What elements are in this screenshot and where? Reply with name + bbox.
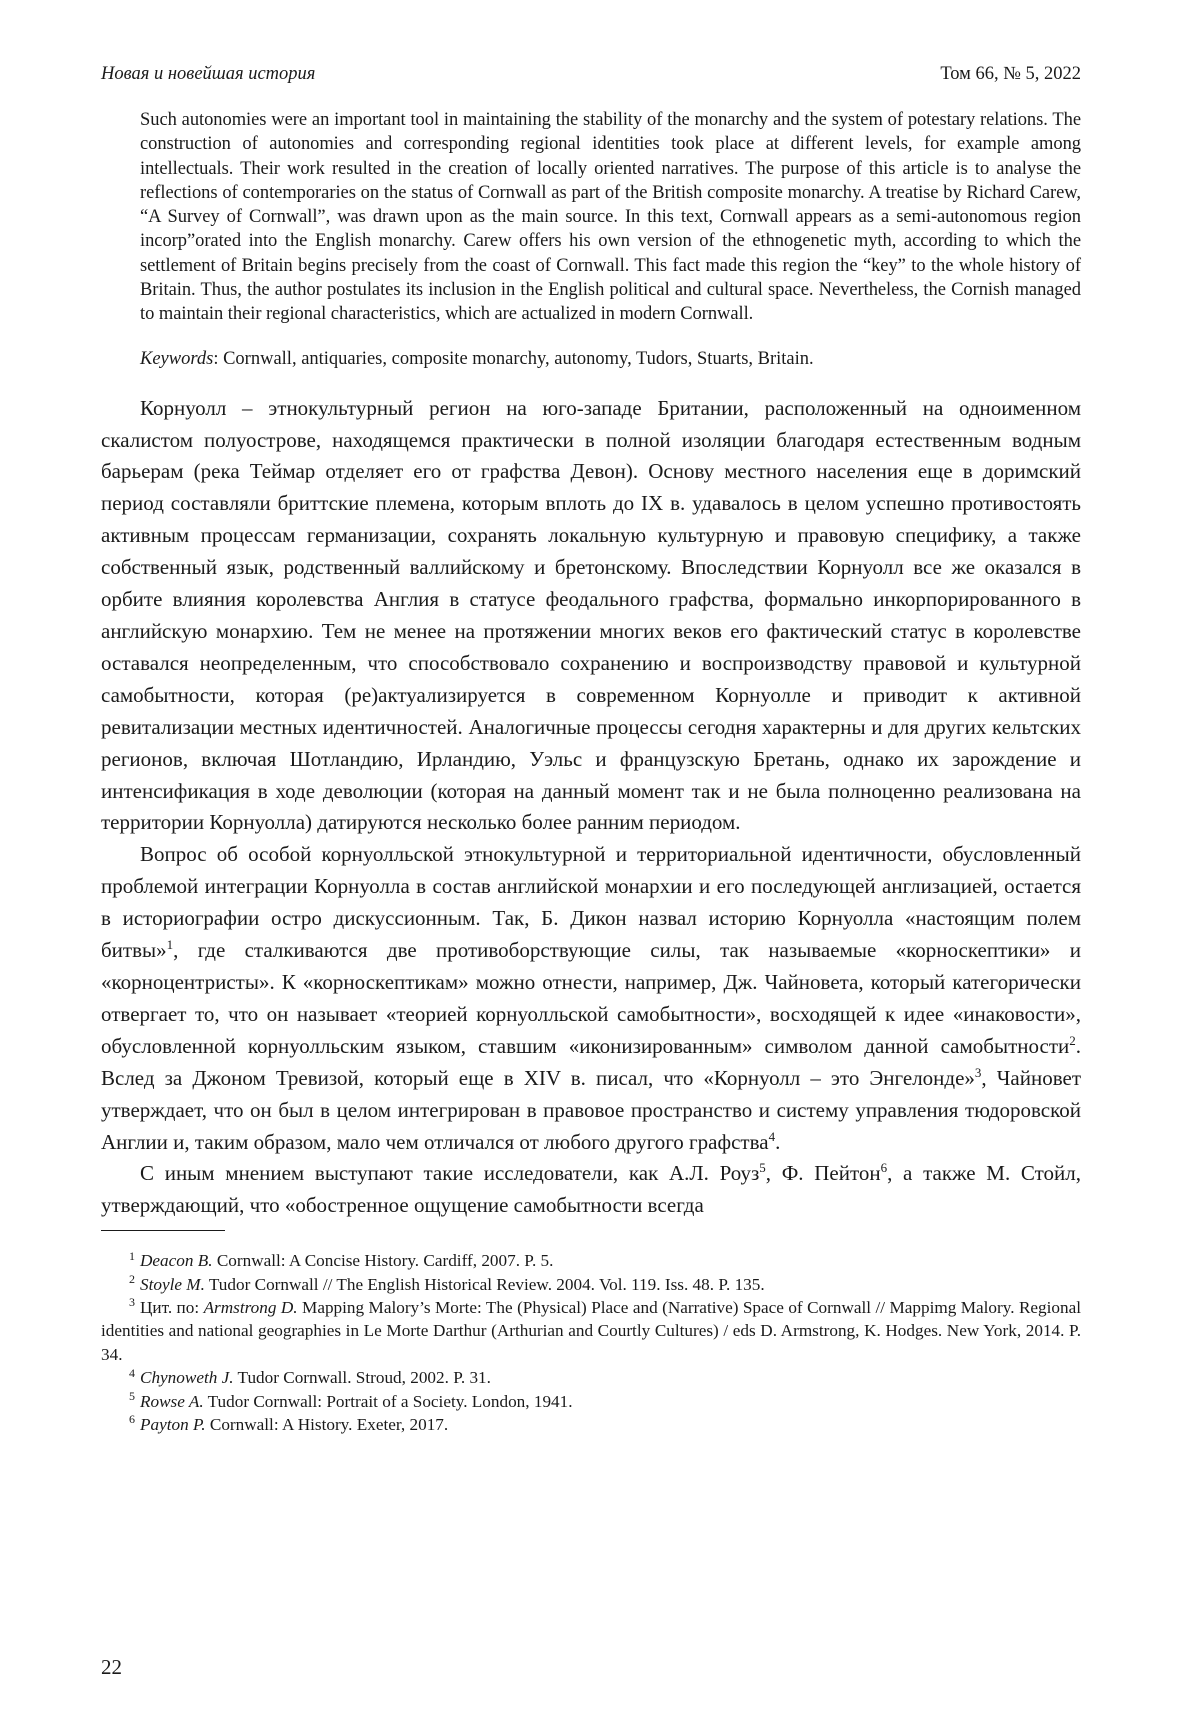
footnote-number: 1 [129, 1248, 135, 1263]
keywords [140, 347, 1081, 371]
footnote-prefix: Цит. по: [140, 1298, 204, 1318]
paragraph-3-part-a: С иным мнением выступают такие исследователи, как А.Л. Роуз [140, 1161, 760, 1186]
footnote-text: Tudor Cornwall. Stroud, 2002. P. 31. [233, 1368, 491, 1388]
issue-info: Том 66, № 5, 2022 [940, 64, 1081, 84]
footnote [101, 1366, 1081, 1389]
footnote-number: 4 [129, 1365, 135, 1380]
footnote-author: Deacon B. [140, 1251, 213, 1271]
footnote-author: Rowse A. [140, 1391, 204, 1411]
paragraph-3 [101, 1158, 1081, 1222]
footnote-ref-5[interactable]: 5 [759, 1160, 766, 1176]
keywords-label: Keywords [140, 348, 214, 369]
paragraph-2-part-c: . Вслед за Джоном Тревизой, который еще в XIV в. писал, что «Корнуолл – это Энгелонде» [101, 1033, 1081, 1090]
footnote-text: Cornwall: A Concise History. Cardiff, 2007. P. 5. [212, 1251, 554, 1271]
paragraph-1: Корнуолл – этнокультурный регион на юго-западе Британии, расположенный на одноименном скалистом полуострове, находящемся практически в полной изоляции благодаря естественным водным барьерам (река Теймар отделяет его от графства Девон). Основу местного населения еще в доримский период составляли бриттские племена, которым вплоть до IX в. удавалось в целом успешно противостоять активным процессам германизации, сохранять локальную культурную и правовую специфику, а также собственный язык, родственный валлийскому и бретонскому. Впоследствии Корнуолл все же оказался в орбите влияния королевства Англия в статусе феодального графства, формально инкорпорированного в английскую монархию. Тем не менее на протяжении многих веков его фактический статус в королевстве оставался неопределенным, что способствовало сохранению и воспроизводству правовой и культурной самобытности, которая (ре)актуализируется в современном Корнуолле и приводит к активной ревитализации местных идентичностей. Аналогичные процессы сегодня характерны и для других кельтских регионов, включая Шотландию, Ирландию, Уэльс и французскую Бретань, однако их зарождение и интенсификация в ходе деволюции (которая на данный момент так и не была полноценно реализована на территории Корнуолла) датируются несколько более ранним периодом. [101, 395, 1081, 835]
footnote-number: 5 [129, 1388, 135, 1403]
footnote-text: Tudor Cornwall: Portrait of a Society. London, 1941. [203, 1391, 573, 1411]
footnote [101, 1390, 1081, 1413]
footnote [101, 1413, 1081, 1436]
footnote-ref-6[interactable]: 6 [880, 1160, 888, 1176]
footnote-text: Tudor Cornwall // The English Historical Review. 2004. Vol. 119. Iss. 48. P. 135. [204, 1274, 765, 1294]
paragraph-2-part-a: Вопрос об особой корнуолльской этнокультурной и территориальной идентичности, обусловленный проблемой интеграции Корнуолла в состав английской монархии и его последующей англизацией, остается в историографии остро дискуссионным. Так, Б. Дикон назвал историю Корнуолла «настоящим полем битвы» [101, 842, 1081, 963]
paragraph-2-part-d: , Чайновет утверждает, что он был в целом интегрирован в правовое пространство и систему управления тюдоровской Англии и, таким образом, мало чем отличался от любого другого графства [101, 1065, 1081, 1154]
footnotes [101, 1249, 1081, 1436]
footnote-author: Payton P. [140, 1415, 206, 1435]
running-head [101, 62, 1081, 86]
keywords-list: : Cornwall, antiquaries, composite monarchy, autonomy, Tudors, Stuarts, Britain. [213, 348, 814, 369]
footnote-ref-2[interactable]: 2 [1069, 1032, 1076, 1048]
footnote-text: Cornwall: A History. Exeter, 2017. [205, 1415, 449, 1435]
page-number: 22 [101, 1655, 122, 1679]
footnote-author: Armstrong D. [203, 1298, 298, 1318]
footnote-author: Chynoweth J. [140, 1368, 234, 1388]
footnote-number: 2 [129, 1271, 135, 1286]
paragraph-2-part-e: . [775, 1129, 781, 1154]
footnote-text: Mapping Malory’s Morte: The (Physical) Place and (Narrative) Space of Cornwall // Mappimg Malory. Regional identities and national geographies in Le Morte Darthur (Arthurian and Courtly Cultures) / eds D. Armstrong, K. Hodges. New York, 2014. P. 34. [101, 1298, 1081, 1364]
footnote-ref-4[interactable]: 4 [768, 1128, 776, 1144]
paragraph-2-part-b: , где сталкиваются две противоборствующие силы, так называемые «корноскептики» и «корноцентристы». К «корноскептикам» можно отнести, например, Дж. Чайновета, который категорически отвергает то, что он называет «теорией корнуолльской самобытности», восходящей к идее «инаковости», обусловленной корнуолльским языком, ставшим «иконизированным» символом данной самобытности [101, 938, 1081, 1058]
footnote-ref-1[interactable]: 1 [166, 937, 174, 953]
footnote-number: 6 [129, 1412, 135, 1427]
abstract-text: Such autonomies were an important tool in maintaining the stability of the monarchy and the system of potestary relations. The construction of autonomies and corresponding regional identities took place at different levels, for example among intellectuals. Their work resulted in the creation of locally oriented narratives. The purpose of this article is to analyse the reflections of contemporaries on the status of Cornwall as part of the British composite monarchy. A treatise by Richard Carew, “A Survey of Cornwall”, was drawn upon as the main source. In this text, Cornwall appears as a semi-autonomous region incorp”orated into the English monarchy. Carew offers his own version of the ethnogenetic myth, according to which the settlement of Britain begins precisely from the coast of Cornwall. This fact made this region the “key” to the whole history of Britain. Thus, the author postulates its inclusion in the English political and cultural space. Nevertheless, the Cornish managed to maintain their regional characteristics, which are actualized in modern Cornwall. [140, 110, 1081, 325]
article-body [101, 393, 1081, 1223]
footnote [101, 1249, 1081, 1272]
journal-title: Новая и новейшая история [101, 64, 316, 84]
paragraph-3-part-c: , а также М. Стойл, утверждающий, что «обостренное ощущение самобытности всегда [101, 1161, 1081, 1218]
paragraph-2 [101, 839, 1081, 1158]
paragraph-3-part-b: , Ф. Пейтон [765, 1161, 881, 1186]
footnote-ref-3[interactable]: 3 [974, 1064, 982, 1080]
footnote-author: Stoyle M. [140, 1274, 205, 1294]
footnote [101, 1273, 1081, 1296]
page [101, 62, 1081, 1436]
footnote-number: 3 [129, 1295, 135, 1310]
footnote [101, 1296, 1081, 1366]
footnote-divider [101, 1230, 225, 1231]
